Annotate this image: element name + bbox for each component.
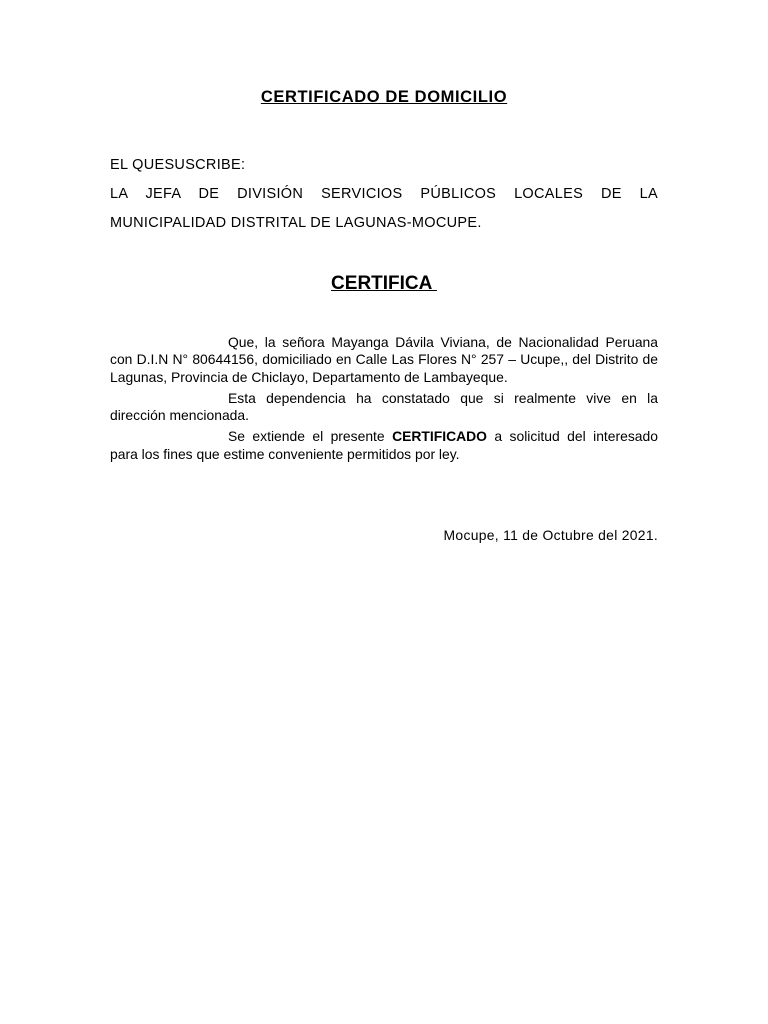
- intro-block: [110, 151, 658, 238]
- certificate-body: [110, 334, 658, 467]
- paragraph-verification: Esta dependencia ha constatado que si realmente vive en la dirección mencionada.: [110, 389, 658, 424]
- paragraph-issuance: [110, 428, 658, 463]
- intro-line-subscriber: EL QUESUSCRIBE:: [110, 157, 246, 173]
- document-title: CERTIFICADO DE DOMICILIO: [260, 88, 508, 106]
- paragraph-resident-details: Que, la señora Mayanga Dávila Viviana, de Nacionalidad Peruana con D.I.N N° 80644156, domiciliado en Calle Las Flores N° 257 – Ucupe,, del Distrito de Lagunas, Provincia de Chiclayo, Departamento de Lambayeque.: [110, 334, 658, 385]
- intro-line-official: LA JEFA DE DIVISIÓN SERVICIOS PÚBLICOS LOCALES DE LA MUNICIPALIDAD DISTRITAL DE LAGUNAS-MOCUPE.: [110, 186, 658, 231]
- place-date: Mocupe, 11 de Octubre del 2021.: [443, 527, 658, 543]
- issuance-bold-word: CERTIFICADO: [392, 428, 487, 445]
- issuance-text-end: a solicitud del interesado para los fines que estime conveniente permitidos por ley.: [110, 428, 658, 462]
- certifica-heading: CERTIFICA: [331, 273, 437, 294]
- issuance-text-start: Se extiende el presente: [228, 428, 393, 445]
